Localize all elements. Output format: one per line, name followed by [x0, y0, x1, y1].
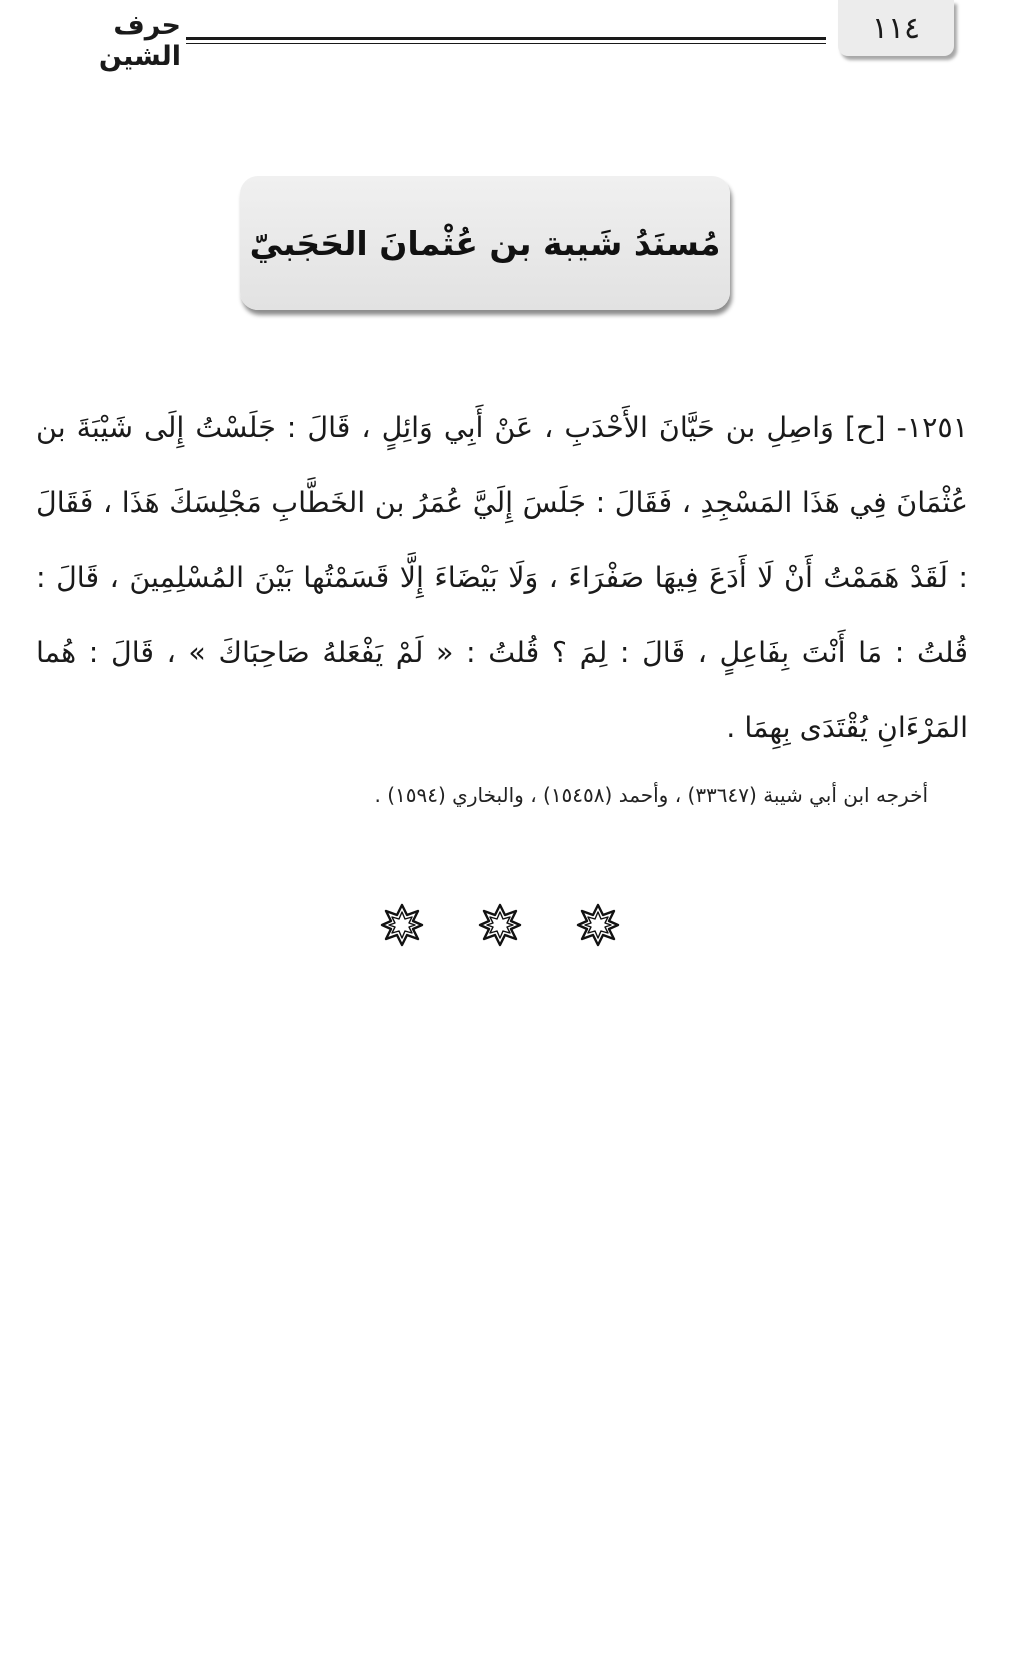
eight-point-star-icon	[576, 903, 620, 947]
section-title-box	[240, 176, 730, 310]
running-title: حرف الشين	[98, 10, 181, 72]
takhrij-note: أخرجه ابن أبي شيبة (٣٣٦٤٧) ، وأحمد (١٥٤٥٨) ، والبخاري (١٥٩٤) .	[374, 783, 928, 807]
eight-point-star-icon	[478, 903, 522, 947]
eight-point-star-icon	[380, 903, 424, 947]
header-rule	[186, 37, 826, 40]
section-title: مُسنَدُ شَيبة بن عُثْمانَ الحَجَبيّ	[249, 223, 721, 263]
header-rule-thin	[186, 43, 826, 44]
page-number: ١١٤	[871, 10, 921, 46]
hadith-text: ١٢٥١- [ح] وَاصِلِ بن حَيَّانَ الأَحْدَبِ ، عَنْ أَبِي وَائِلٍ ، قَالَ : جَلَسْتُ إِلَى شَيْبَةَ بن عُثْمَانَ فِي هَذَا المَسْجِدِ ، فَقَالَ : جَلَسَ إِلَيَّ عُمَرُ بن الخَطَّابِ مَجْلِسَكَ هَذَا ، فَقَالَ : لَقَدْ هَمَمْتُ أَنْ لَا أَدَعَ فِيهَا صَفْرَاءَ ، وَلَا بَيْضَاءَ إِلَّا قَسَمْتُها بَيْنَ المُسْلِمِينَ ، قَالَ : قُلتُ : مَا أَنْتَ بِفَاعِلٍ ، قَالَ : لِمَ ؟ قُلتُ : « لَمْ يَفْعَلهُ صَاحِبَاكَ » ، قَالَ : هُما المَرْءَانِ يُقْتَدَى بِهِمَا .	[36, 411, 968, 744]
section-end-ornaments	[380, 900, 620, 950]
page-number-tab	[838, 0, 954, 56]
